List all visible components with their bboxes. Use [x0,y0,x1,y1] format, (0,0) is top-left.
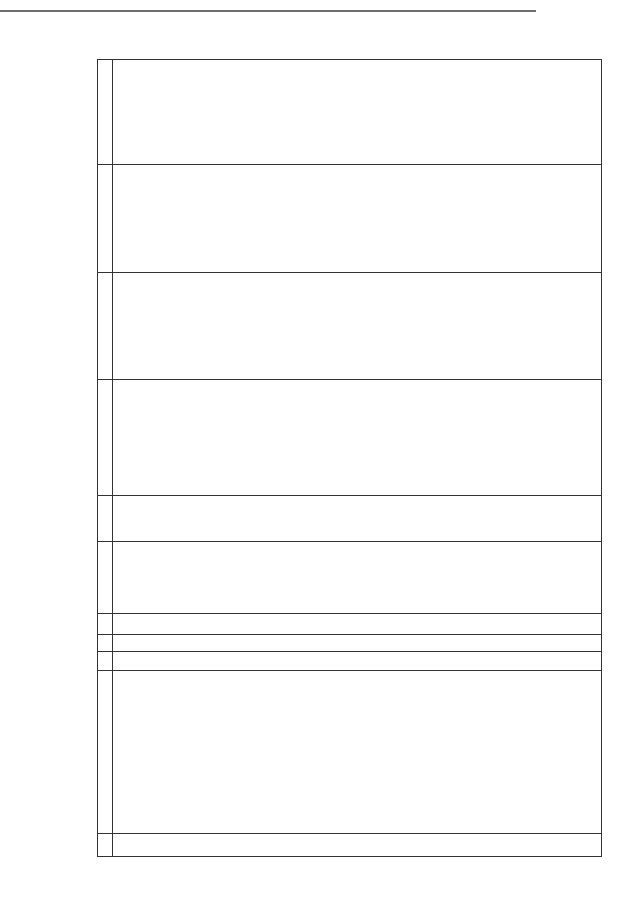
cell-col-1 [113,834,602,857]
col-header-5 [98,614,113,635]
col-header-7 [98,496,113,542]
budget-table [97,59,602,857]
col-header-4 [98,635,113,652]
table-body-row [113,60,602,857]
cell-col-rz [113,635,602,652]
col-header-3 [98,652,113,671]
cell-col-11 [113,60,602,165]
col-header-11 [98,60,113,165]
col-header-9 [98,273,113,380]
col-header-6 [98,542,113,614]
col-header-2 [98,671,113,834]
column-number-row [98,60,113,857]
col-header-1 [98,834,113,857]
cell-col-10 [113,165,602,273]
cell-col-name [113,671,602,834]
cell-col-csr [113,542,602,614]
cell-col-8 [113,380,602,496]
cell-col-pr [113,614,602,635]
cell-col-9 [113,273,602,380]
cell-col-vr [113,496,602,542]
col-header-10 [98,165,113,273]
col-header-8 [98,380,113,496]
cell-col-ved [113,652,602,671]
